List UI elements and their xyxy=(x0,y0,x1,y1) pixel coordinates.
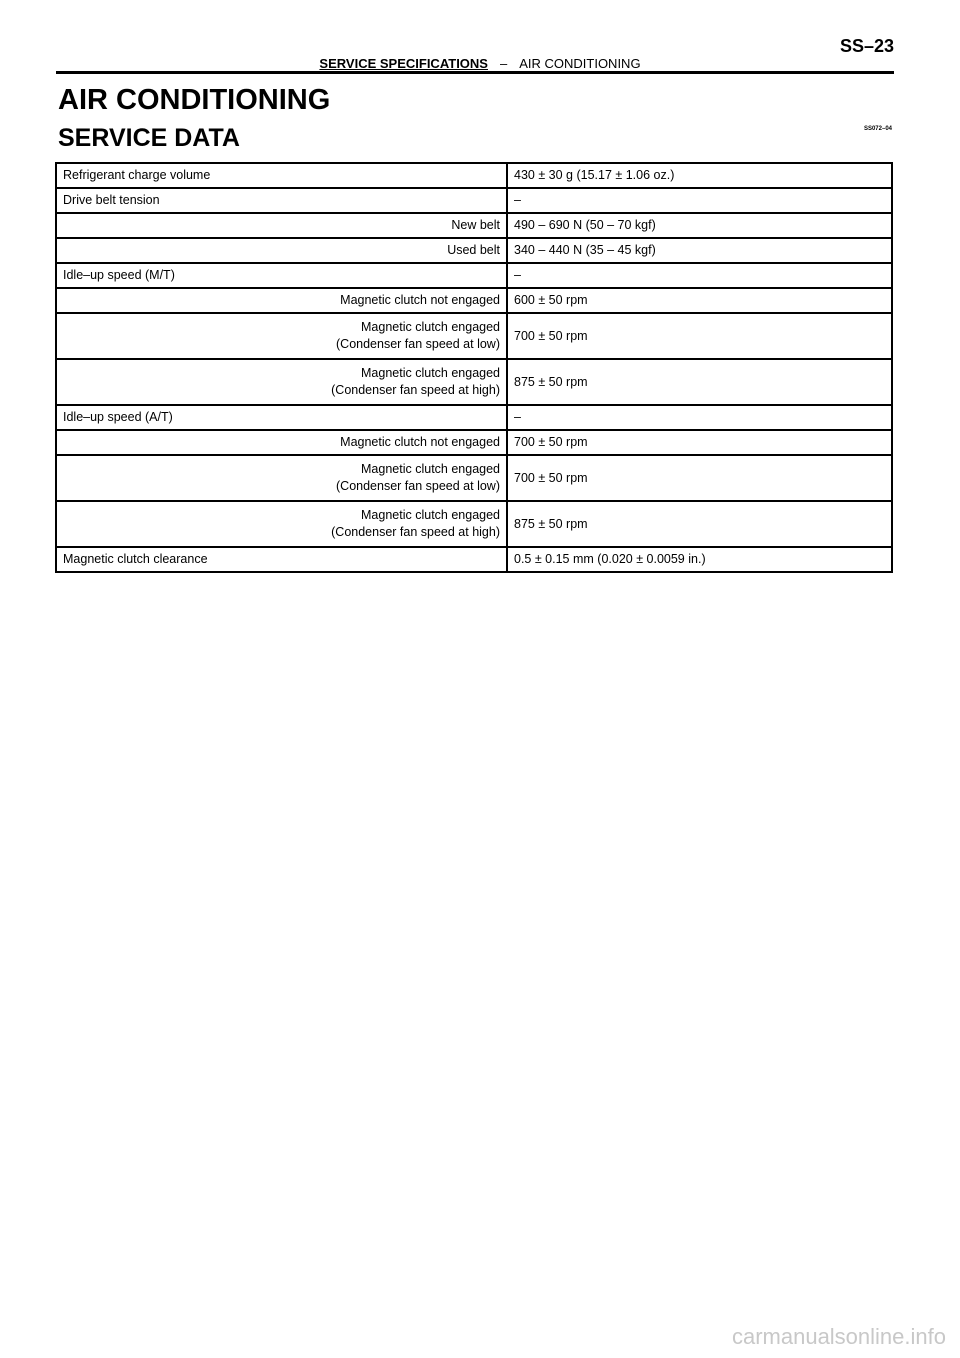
row-label: Used belt xyxy=(56,238,507,263)
row-value: 875 ± 50 rpm xyxy=(507,359,892,405)
row-value: 430 ± 30 g (15.17 ± 1.06 oz.) xyxy=(507,163,892,188)
row-value: – xyxy=(507,263,892,288)
table-row xyxy=(56,263,892,288)
table-row xyxy=(56,238,892,263)
page-subtitle: SERVICE DATA xyxy=(58,124,240,152)
page-title: AIR CONDITIONING xyxy=(58,84,331,116)
table-row xyxy=(56,359,892,405)
table-row xyxy=(56,430,892,455)
table-row xyxy=(56,188,892,213)
footer-watermark: carmanualsonline.info xyxy=(731,1324,946,1349)
row-label xyxy=(56,313,507,359)
row-value: – xyxy=(507,405,892,430)
row-label xyxy=(56,501,507,547)
running-header xyxy=(0,56,960,71)
row-label-line1: Magnetic clutch engaged xyxy=(361,366,500,380)
row-value: 0.5 ± 0.15 mm (0.020 ± 0.0059 in.) xyxy=(507,547,892,572)
row-label-line1: Magnetic clutch engaged xyxy=(361,462,500,476)
row-label xyxy=(56,455,507,501)
row-label-line2: (Condenser fan speed at low) xyxy=(336,337,500,351)
row-label-line2: (Condenser fan speed at high) xyxy=(331,525,500,539)
service-data-table xyxy=(55,162,893,573)
doc-code: SS072–04 xyxy=(863,126,892,132)
row-value: 490 – 690 N (50 – 70 kgf) xyxy=(507,213,892,238)
row-value: 875 ± 50 rpm xyxy=(507,501,892,547)
header-subsection: AIR CONDITIONING xyxy=(519,56,641,71)
row-value: 700 ± 50 rpm xyxy=(507,313,892,359)
header-rule xyxy=(56,71,894,74)
row-label-line2: (Condenser fan speed at low) xyxy=(336,479,500,493)
row-value: 700 ± 50 rpm xyxy=(507,455,892,501)
table-row xyxy=(56,405,892,430)
table-row xyxy=(56,501,892,547)
row-label: Idle–up speed (A/T) xyxy=(56,405,507,430)
row-label: New belt xyxy=(56,213,507,238)
header-separator: – xyxy=(499,56,508,71)
row-value: 340 – 440 N (35 – 45 kgf) xyxy=(507,238,892,263)
row-label-line1: Magnetic clutch engaged xyxy=(361,508,500,522)
row-label: Drive belt tension xyxy=(56,188,507,213)
row-label-line1: Magnetic clutch engaged xyxy=(361,320,500,334)
row-value: 700 ± 50 rpm xyxy=(507,430,892,455)
row-label: Magnetic clutch clearance xyxy=(56,547,507,572)
table-row xyxy=(56,313,892,359)
row-label xyxy=(56,359,507,405)
row-label: Magnetic clutch not engaged xyxy=(56,288,507,313)
row-label-line2: (Condenser fan speed at high) xyxy=(331,383,500,397)
row-label: Refrigerant charge volume xyxy=(56,163,507,188)
table-row xyxy=(56,455,892,501)
table-row xyxy=(56,163,892,188)
row-label: Idle–up speed (M/T) xyxy=(56,263,507,288)
table-row xyxy=(56,288,892,313)
page-number: SS–23 xyxy=(839,36,894,56)
row-value: – xyxy=(507,188,892,213)
table-row xyxy=(56,213,892,238)
row-value: 600 ± 50 rpm xyxy=(507,288,892,313)
row-label: Magnetic clutch not engaged xyxy=(56,430,507,455)
header-section: SERVICE SPECIFICATIONS xyxy=(319,56,488,71)
table-row xyxy=(56,547,892,572)
